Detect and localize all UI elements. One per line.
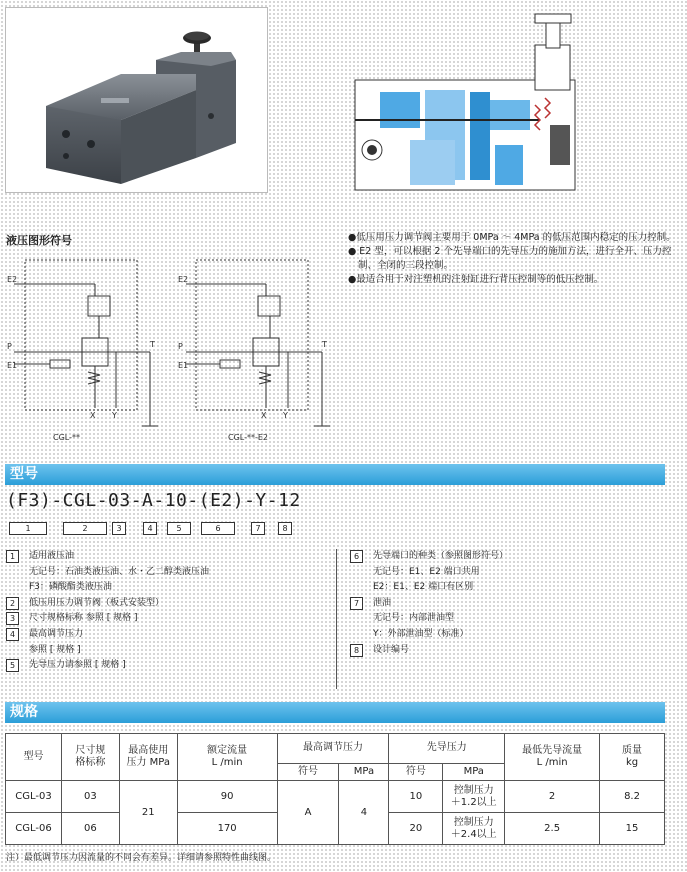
feature-bullets [348,231,678,287]
cell-max-pressure: 21 [119,781,177,845]
legend-item [350,627,660,643]
legend-item [350,549,660,565]
legend-right [350,549,660,658]
left-caption: CGL-** [53,433,80,442]
legend-text: 尺寸规格标称 参照 [ 规格 ] [29,613,138,624]
legend-text: 无记号：石油类液压油、水・乙二醇类液压油 [29,566,210,577]
th-mass: 质量 kg [600,734,665,781]
legend-number: 3 [6,612,19,625]
feature-bullet: ●最适合用于对注塑机的注射缸进行背压控制等的低压控制。 [348,274,604,285]
th-adjust-code: 符号 [277,763,339,781]
legend-number: 1 [6,550,19,563]
legend-text: F3：磷酸酯类液压油 [29,582,112,593]
feature-bullet: ●低压用压力调节阀主要用于 0MPa ～ 4MPa 的低压范围内稳定的压力控制。 [348,232,676,243]
legend-text: 适用液压油 [29,551,75,561]
th-model: 型号 [6,734,62,781]
legend-number: 5 [6,659,19,672]
footnote: 注）最低调节压力因流量的不同会有差异。详细请参照特性曲线图。 [6,853,277,863]
legend-text: Y：外部泄油型（标准） [373,628,469,639]
legend-number: 7 [350,597,363,610]
left-port-x: X [90,411,96,420]
right-port-e1: E1 [178,361,189,370]
legend-text: 最高调节压力 [29,628,84,639]
legend-item [350,611,660,627]
legend-number: 4 [6,628,19,641]
right-port-e2: E2 [178,275,189,284]
code-box-7: 7 [251,522,265,535]
cell-mass: 15 [600,813,665,845]
table-row [6,781,665,813]
th-adjust-mpa: MPa [339,763,389,781]
legend-item [6,580,336,596]
cell-min-flow: 2.5 [505,813,600,845]
legend-text: 低压用压力调节阀（板式安装型） [29,597,165,608]
product-photo [5,7,268,193]
right-port-p: P [178,342,183,351]
symbol-section-title: 液压图形符号 [6,234,72,247]
left-port-e1: E1 [7,361,18,370]
cell-pilot-code: 10 [389,781,443,813]
code-box-4: 4 [143,522,157,535]
legend-number: 8 [350,644,363,657]
th-size: 尺寸规 格标称 [61,734,119,781]
legend-text: 设计编号 [373,644,410,655]
cell-pilot-mpa: 控制压力 ＋1.2以上 [443,781,505,813]
valve-section-illustration [350,10,585,200]
legend-number: 6 [350,550,363,563]
legend-item [350,643,660,659]
right-port-x: X [261,411,267,420]
cell-adjust-mpa: 4 [339,781,389,845]
left-port-y: Y [112,411,117,420]
legend-text: 无记号：内部泄油型 [373,613,455,624]
valve-photo-illustration [6,8,268,193]
code-box-3: 3 [112,522,126,535]
section-drawing [350,10,585,200]
th-min-pilot-flow: 最低先导流量 L /min [505,734,600,781]
hydraulic-symbols [0,248,340,448]
cell-size: 03 [61,781,119,813]
spec-section-bar: 规格 [5,702,665,723]
legend-text: 泄油 [373,597,392,608]
legend-item [6,549,336,565]
legend-item [350,565,660,581]
cell-model: CGL-03 [6,781,62,813]
cell-flow: 90 [177,781,277,813]
code-box-2: 2 [63,522,107,535]
cell-min-flow: 2 [505,781,600,813]
legend-text: E2：E1、E2 端口有区别 [373,582,474,593]
th-pilot-code: 符号 [389,763,443,781]
left-port-e2: E2 [7,275,18,284]
legend-text: 先导端口的种类（参照图形符号） [373,551,509,561]
right-port-t: T [322,340,327,349]
legend-item [6,658,336,674]
th-pilot: 先导压力 [389,734,505,764]
legend-item [6,611,336,627]
left-port-p: P [7,342,12,351]
left-port-t: T [150,340,155,349]
cell-flow: 170 [177,813,277,845]
cell-pilot-mpa: 控制压力 ＋2.4以上 [443,813,505,845]
spec-table [5,733,665,845]
th-pilot-mpa: MPa [443,763,505,781]
cell-pilot-code: 20 [389,813,443,845]
code-box-8: 8 [278,522,292,535]
legend-left [6,549,337,689]
th-max-adjust: 最高调节压力 [277,734,389,764]
legend-item [6,627,336,643]
code-box-6: 6 [201,522,235,535]
legend-item [350,580,660,596]
feature-bullet: ● E2 型，可以根据 2 个先导端口的先导压力的施加方法，进行全开、压力控制、全闭的三段控制。 [348,246,672,271]
code-box-1: 1 [9,522,47,535]
cell-size: 06 [61,813,119,845]
legend-text: 参照 [ 规格 ] [29,644,81,655]
cell-model: CGL-06 [6,813,62,845]
right-port-y: Y [283,411,288,420]
legend-item [6,565,336,581]
legend-number: 2 [6,597,19,610]
th-max-pressure: 最高使用 压力 MPa [119,734,177,781]
legend-item [6,643,336,659]
legend-item [350,596,660,612]
model-section-bar: 型号 [5,464,665,485]
legend-text: 无记号：E1、E2 端口共用 [373,566,480,577]
th-flow: 额定流量 L /min [177,734,277,781]
model-code: (F3)-CGL-03-A-10-(E2)-Y-12 [6,490,301,511]
code-box-5: 5 [167,522,191,535]
legend-text: 先导压力请参照 [ 规格 ] [29,660,126,671]
right-caption: CGL-**-E2 [228,433,269,442]
legend-item [6,596,336,612]
cell-adjust-code: A [277,781,339,845]
cell-mass: 8.2 [600,781,665,813]
